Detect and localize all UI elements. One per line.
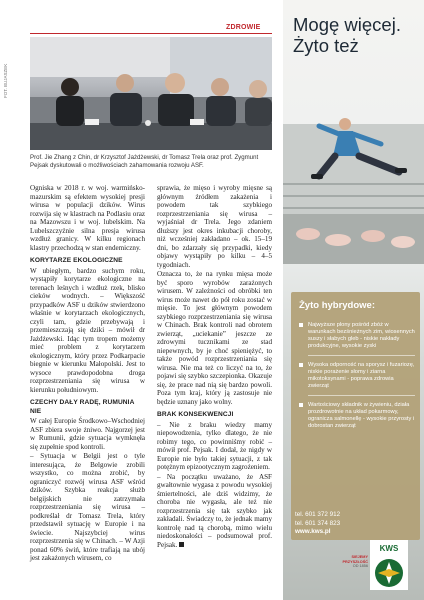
advertisement	[283, 0, 424, 600]
kws-emblem-icon	[370, 556, 408, 590]
section-tag: ZDROWIE	[226, 24, 261, 31]
kws-logo-text: KWS	[379, 544, 399, 553]
photo-caption: Prof. Jie Zhang z Chin, dr Krzysztof Jażdżewski, dr Tomasz Trela oraz prof. Zygmunt Pejsak dyskutowali o możliwościach zahamowania rozwoju ASF.	[30, 154, 259, 169]
ad-benefit-text: Wartościowy składnik w żywieniu, działa prozdrowotnie na układ pokarmowy, ogranicza salmonellę - wysokie przyrosty i dobrostan zwierząt	[308, 402, 415, 429]
pig-farm-image	[283, 64, 424, 264]
ad-benefits-list	[299, 322, 415, 436]
ad-phone-1: tel. 601 372 912	[295, 511, 341, 518]
paragraph: W całej Europie Środkowo–Wschodniej ASF zbiera swoje żniwo. Najgorzej jest w Rumunii, gdzie sytuacja wymknęła się zupełnie spod kontroli.	[30, 417, 145, 451]
ad-since: OD 1856	[352, 564, 368, 569]
kws-logo	[370, 540, 408, 590]
ad-phone-2: tel. 601 374 823	[295, 519, 341, 527]
ad-panel-title: Żyto hybrydowe:	[299, 300, 376, 311]
article-column-1	[30, 184, 145, 564]
subheading: CZECHY DAŁY RADĘ, RUMUNIA NIE	[30, 399, 135, 415]
paragraph: sprawia, że mięso i wyroby mięsne są głównym źródłem zakażenia i powodem tak szybkiego rozprzestrzeniania się wirusa – wyjaśniał dr Trela. Jego zdaniem dłuższy jest okres inkubacji choroby, niż wcześniej zakładano – ok. 15–19 dni, bo zdarzały się przypadki, kiedy objawy wystąpiły po kilku – 4–5 tygodniach.	[157, 184, 272, 269]
panel-discussion-image	[30, 37, 272, 150]
ad-headline-line-1: Mogę więcej.	[293, 14, 401, 35]
paragraph: W ubiegłym, bardzo suchym roku, wystąpiły korytarze ekologiczne na terenach leśnych i wzdłuż rzek, blisko cieków wodnych. – Większość przypadków ASF u dzików stwierdzono właśnie w korytarzach ekologicznych, czyli tam, gdzie przebywają i przemieszczają się dziki – mówił dr Jażdżewski. Idąc tym tropem możemy mieć problem z korytarzem ekologicznym, który przez Podkarpacie biegnie w kierunku Małopolski. Jest to wysoce prawdopodobna droga rozprzestrzeniania się wirusa w kierunku południowym.	[30, 266, 145, 394]
photo-credit: FOT. BUJASZEK	[3, 63, 8, 98]
end-of-article-mark	[179, 542, 184, 547]
paragraph-text: – Na początku uważano, że ASF gwałtownie wygasa z powodu wysokiej śmiertelności, ale dziś widzimy, że choroba nie wygasła, ale też nie rozprzestrzenia się tak szybko jak zakładali. Świadczy to, że jednak mamy kontrolę nad tą chorobą, mimo wielu niedoskonałości – podsumował prof. Pejsak.	[157, 472, 272, 549]
subheading: BRAK KONSEKWENCJI	[157, 411, 234, 418]
ad-slogan	[334, 555, 368, 569]
subheading: KORYTARZE EKOLOGICZNE	[30, 257, 123, 264]
ad-headline-line-2: Żyto też	[293, 35, 359, 56]
ad-website-link[interactable]: www.kws.pl	[295, 528, 331, 535]
ad-benefit-item	[299, 402, 415, 430]
article-photo	[30, 37, 272, 150]
paragraph: – Sytuacja w Belgii jest o tyle interesująca, że Belgowie zrobili wszystko, co można zrobić, by ograniczyć rozwój wirusa ASF wśród dzików. Szybka reakcja służb belgijskich nie zatrzymała rozprzestrzeniania się wirusa – podkreślał dr Tomasz Trela, który przedstawił sytuację w Europie i na świecie. Najszybciej wirus rozprzestrzenia się w Chinach. – W Azji ponad 60% świń, które trafiają na ubój jest zakażonych wirusem, co	[30, 452, 145, 562]
paragraph: Ogniska w 2018 r. w woj. warmińsko-mazurskim są efektem wysokiej presji wirusa w populacji dzików. Wirus rozwija się w klastrach na Podlasiu oraz na Mazowszu i w woj. lubelskim. Na Lubelszczyźnie silna presja wirusa wzdłuż granicy. W kilku regionach klastry przechodzą w stan endemiczny.	[30, 184, 145, 252]
paragraph: Oznacza to, że na rynku mięsa może być sporo wyrobów zarażonych wirusem. W zależności od obróbki ten wirus może nawet do pół roku zostać w mięsie. To jest głównym powodem szybkiego rozprzestrzeniania się wirusa w Chinach. Brak kontroli nad obrotem zwierząt, „uciekanie” jeszcze ze zdrowymi tucznikami ze stad niepewnych, by je choć spieniężyć, to także powód rozprzestrzeniania się wirusa. Nie ma też co liczyć na to, że pojawi się szybko szczepionka. Okazuje się, że prace nad nią się bardzo powoli. Poza tym kraj, który ją zastosuje nie będzie uznany jako wolny.	[157, 270, 272, 406]
ad-benefit-item	[299, 322, 415, 356]
ad-benefit-text: Najwyższe plony pośród zbóż w warunkach bezśnieżnych zim, wiosennych suszy i słabych gleb - niskie nakłady produkcyjne, wysokie zyski	[308, 322, 415, 349]
ad-contacts	[295, 511, 340, 537]
article-column-2	[157, 184, 272, 550]
paragraph	[157, 473, 272, 550]
section-rule	[30, 33, 272, 34]
ad-benefit-text: Wysoka odporność na sporysz i fuzariozę, niskie porażenie słomy i ziarna mikotoksynami - poprawa zdrowia zwierząt	[308, 362, 415, 389]
ad-info-panel	[291, 292, 420, 540]
paragraph: – Nie z braku wiedzy mamy niepowodzenia, tylko dlatego, że nie robimy tego, co powinniśmy robić – mówił prof. Pejsak. I dodał, że nigdy w Europie nie było takiej sytuacji, z tak potężnym epizootycznym zagrożeniem.	[157, 420, 272, 471]
ad-slogan-text: SIEJEMY PRZYSZŁOŚĆ	[342, 555, 368, 564]
ad-headline	[293, 14, 423, 56]
ad-benefit-item	[299, 362, 415, 396]
